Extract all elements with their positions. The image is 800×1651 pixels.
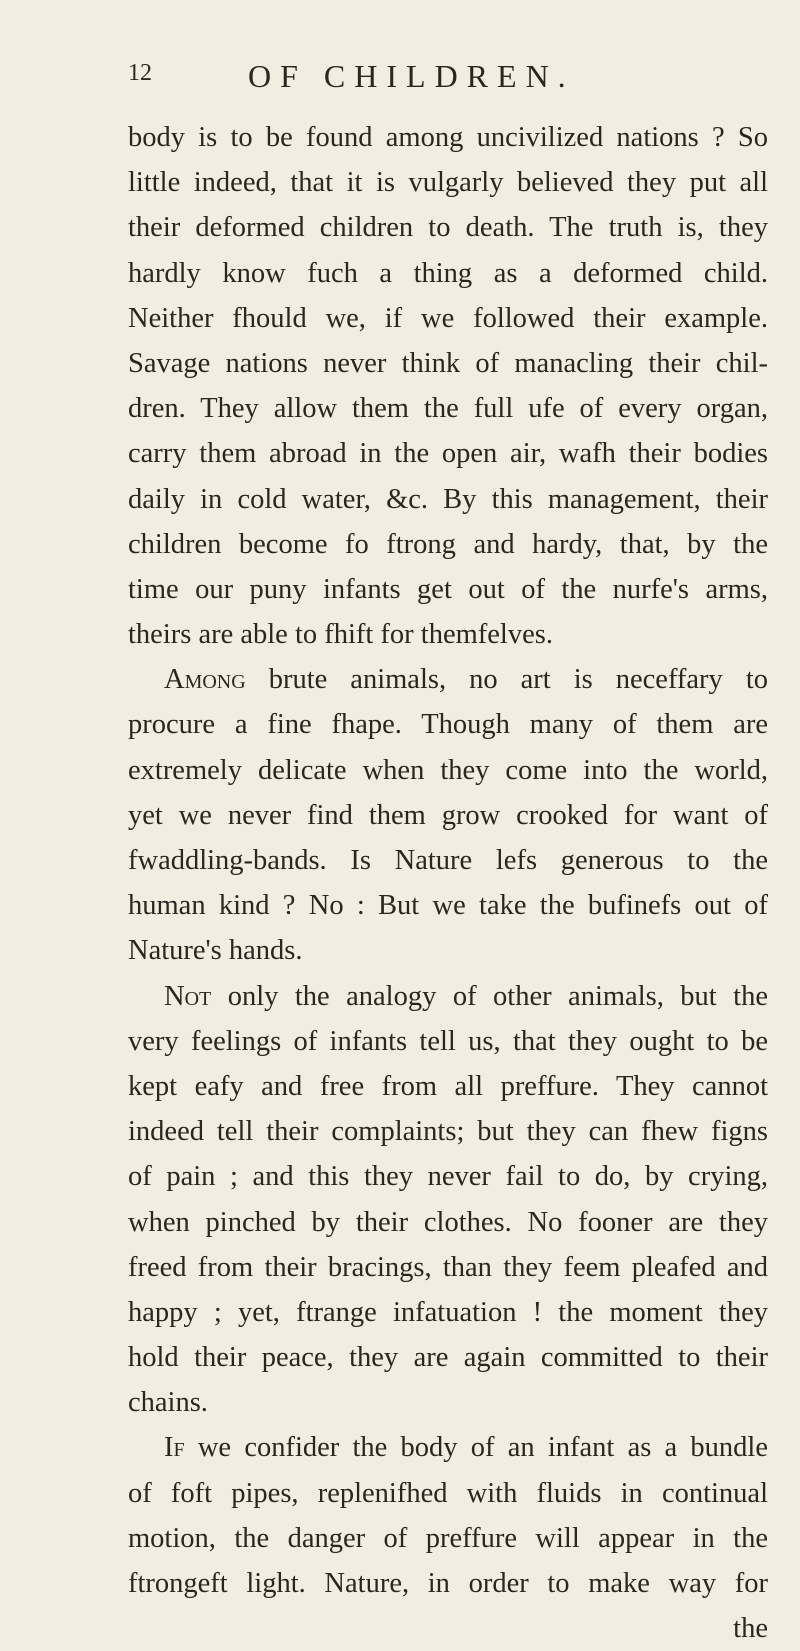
text-line: [128, 1471, 768, 1516]
line-text: freed from their bracings, than they feem pleafed and: [128, 1251, 768, 1283]
text-line: [128, 1109, 768, 1154]
text-line: [128, 883, 768, 928]
line-text: of pain ; and this they never fail to do, by crying,: [128, 1161, 768, 1193]
line-text: chains.: [128, 1387, 208, 1419]
text-line: [128, 251, 768, 296]
line-text: hold their peace, they are again committed to their: [128, 1342, 768, 1374]
line-text: ftrongeft light. Nature, in order to make way for: [128, 1568, 768, 1599]
body-text: [128, 115, 768, 1651]
line-text: time our puny infants get out of the nurfe's arms,: [128, 573, 768, 605]
text-line: [128, 1290, 768, 1335]
page-number: 12: [128, 60, 152, 86]
text-line: [128, 1561, 768, 1606]
line-text: procure a fine fhape. Though many of them are: [128, 709, 768, 741]
line-text: only the analogy of other animals, but the: [211, 980, 768, 1012]
running-head: OF CHILDREN.: [248, 58, 575, 94]
text-line: [128, 431, 768, 476]
line-text: motion, the danger of preffure will appear in the: [128, 1522, 768, 1554]
line-text: Nature's hands.: [128, 935, 303, 967]
line-text: theirs are able to fhift for themfelves.: [128, 619, 553, 651]
text-line: [128, 1019, 768, 1064]
text-line: [128, 748, 768, 793]
text-line: [128, 1516, 768, 1561]
text-line: [128, 1425, 768, 1470]
line-text: of foft pipes, replenifhed with fluids in continual: [128, 1477, 768, 1509]
text-line: [128, 793, 768, 838]
paragraph-lead-word: If: [164, 1432, 185, 1464]
line-text: their deformed children to death. The truth is, they: [128, 212, 768, 244]
line-text: indeed tell their complaints; but they can fhew figns: [128, 1116, 768, 1148]
text-line: [128, 341, 768, 386]
text-line: [128, 477, 768, 522]
line-text: daily in cold water, &c. By this management, their: [128, 483, 768, 515]
line-text: children become fo ftrong and hardy, that, by the: [128, 528, 768, 560]
text-line: [128, 522, 768, 567]
text-line: [128, 928, 768, 973]
text-line: [128, 1380, 768, 1425]
text-line: [128, 1245, 768, 1290]
text-line: [128, 1335, 768, 1380]
text-line: [128, 702, 768, 747]
line-text: we confider the body of an infant as a bundle: [184, 1432, 768, 1464]
text-line: [128, 567, 768, 612]
text-line: [128, 1154, 768, 1199]
text-line: [128, 1064, 768, 1109]
line-text: little indeed, that it is vulgarly believed they put all: [128, 167, 768, 199]
line-text: kept eafy and free from all preffure. They cannot: [128, 1070, 768, 1102]
line-text: happy ; yet, ftrange infatuation ! the moment they: [128, 1296, 768, 1328]
text-line: [128, 612, 768, 657]
line-text: the: [733, 1613, 768, 1645]
text-line: [128, 296, 768, 341]
line-text: hardly know fuch a thing as a deformed child.: [128, 257, 768, 289]
text-line: [128, 838, 768, 883]
text-line: [128, 1200, 768, 1245]
text-line: [128, 1606, 768, 1651]
line-text: carry them abroad in the open air, wafh their bodies: [128, 438, 768, 470]
text-line: [128, 205, 768, 250]
line-text: when pinched by their clothes. No fooner are they: [128, 1206, 768, 1238]
line-text: human kind ? No : But we take the bufinefs out of: [128, 890, 768, 922]
line-text: fwaddling-bands. Is Nature lefs generous to the: [128, 845, 768, 876]
text-line: [128, 160, 768, 205]
line-text: yet we never find them grow crooked for want of: [128, 799, 768, 831]
line-text: brute animals, no art is neceffary to: [245, 664, 768, 696]
line-text: dren. They allow them the full ufe of every organ,: [128, 393, 768, 425]
paragraph-lead-word: Not: [164, 980, 212, 1012]
text-line: [128, 974, 768, 1019]
line-text: very feelings of infants tell us, that they ought to be: [128, 1025, 768, 1057]
page-header: [128, 58, 750, 98]
line-text: Savage nations never think of manacling their chil-: [128, 347, 768, 379]
text-line: [128, 657, 768, 702]
paragraph-lead-word: Among: [164, 664, 246, 696]
line-text: Neither fhould we, if we followed their example.: [128, 302, 768, 334]
text-line: [128, 115, 768, 160]
text-line: [128, 386, 768, 431]
line-text: extremely delicate when they come into the world,: [128, 754, 768, 786]
line-text: body is to be found among uncivilized nations ? So: [128, 122, 768, 153]
